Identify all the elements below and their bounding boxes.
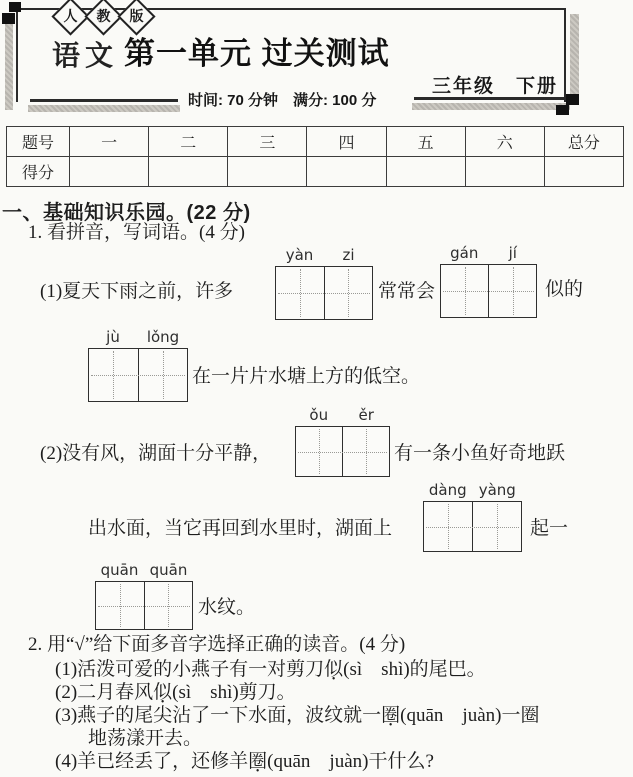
writing-box	[295, 426, 390, 477]
q2-item-text: (4)羊已经丢了，还修羊	[55, 751, 249, 772]
q1-line4-pre: 出水面，当它再回到水里时，湖面上	[88, 518, 393, 539]
score-cell	[228, 157, 307, 187]
q2-item-1	[55, 659, 486, 681]
q2-emph-char: 似	[153, 682, 173, 703]
writing-cell	[325, 267, 373, 319]
grade-label: 三年级 下册	[432, 76, 559, 97]
score-row-label: 得分	[7, 157, 70, 187]
q2-item-2	[55, 682, 296, 704]
exam-title: 第一单元 过关测试	[124, 36, 390, 71]
score-cell	[70, 157, 149, 187]
score-header-cell: 题号	[7, 127, 70, 157]
pinyin-syllable: jí	[508, 244, 517, 262]
score-header-cell: 一	[70, 127, 149, 157]
score-header-cell: 四	[307, 127, 386, 157]
pinyin-syllable: quān	[149, 561, 188, 579]
q2-item-text: (sì shì)的尾巴。	[343, 659, 486, 680]
q1-line1-post: 似的	[545, 279, 584, 300]
score-cell	[544, 157, 623, 187]
writing-cell	[139, 349, 188, 401]
score-table	[6, 126, 624, 187]
q2-emph-char: 圈	[248, 751, 268, 772]
subject-label: 语文	[52, 41, 119, 72]
q2-item-text: (sì shì)剪刀。	[172, 682, 296, 703]
writing-cell	[89, 349, 139, 401]
score-header-cell: 三	[228, 127, 307, 157]
pinyin-syllable: jù	[106, 328, 120, 346]
writing-cell	[276, 267, 325, 319]
corner-mark-icon	[9, 2, 21, 12]
writing-cell	[424, 502, 473, 551]
exam-meta: 时间: 70 分钟 满分: 100 分	[183, 89, 381, 110]
q1-line1-mid: 常常会	[378, 281, 436, 302]
writing-cell	[489, 265, 536, 317]
writing-cell	[145, 582, 193, 629]
pinyin-syllable: dàng	[428, 481, 467, 499]
section-one-heading: 一、基础知识乐园。(22 分)	[2, 202, 251, 224]
badge-char: 版	[129, 7, 144, 24]
pinyin-syllable: zi	[342, 246, 355, 264]
pinyin-syllable: ěr	[358, 406, 374, 424]
writing-cell	[473, 502, 521, 551]
q1-line3-pre: (2)没有风，湖面十分平静，	[40, 443, 272, 464]
q2-item-text: 地荡漾开去。	[88, 728, 203, 749]
q2-item-text: (1)活泼可爱的小燕子有一对剪刀	[55, 659, 325, 680]
q2-item-text: (2)二月春风	[55, 682, 154, 703]
pinyin-syllable: lǒng	[146, 328, 180, 346]
writing-cell	[343, 427, 389, 476]
badge-char: 教	[96, 7, 111, 24]
q1-line3-post: 有一条小鱼好奇地跃	[394, 443, 566, 464]
writing-box	[423, 501, 522, 552]
q1-line2: 在一片片水塘上方的低空。	[192, 366, 421, 387]
pinyin-syllable: ǒu	[309, 406, 329, 424]
q2-item-text: (quān juàn)一圈	[400, 705, 540, 726]
shadow-strip-bottom-left	[28, 105, 180, 112]
header-bottom-rule-left	[30, 99, 178, 102]
pinyin-syllable: yàng	[478, 481, 516, 499]
score-header-cell: 二	[149, 127, 228, 157]
q2-item-text: (quān juàn)干什么?	[267, 751, 434, 772]
score-cell	[149, 157, 228, 187]
q1-label: 1. 看拼音，写词语。(4 分)	[28, 222, 245, 243]
q2-item-4	[55, 751, 434, 773]
writing-box	[440, 264, 537, 318]
score-cell	[465, 157, 544, 187]
writing-cell	[296, 427, 343, 476]
corner-mark-icon	[566, 94, 579, 105]
score-header-cell: 五	[386, 127, 465, 157]
writing-cell	[96, 582, 145, 629]
corner-mark-icon	[2, 13, 15, 24]
q1-line4-post: 起一	[530, 518, 569, 539]
pinyin-syllable: yàn	[285, 246, 314, 264]
writing-box	[95, 581, 193, 630]
q2-emph-char: 圈	[381, 705, 401, 726]
score-cell	[307, 157, 386, 187]
q2-item-3-continuation	[88, 728, 202, 750]
shadow-strip-bottom-right	[412, 103, 570, 110]
pinyin-syllable: quān	[100, 561, 139, 579]
badge-char: 人	[63, 7, 78, 24]
score-table-score-row	[7, 157, 624, 187]
corner-mark-icon	[556, 105, 569, 115]
score-header-cell: 六	[465, 127, 544, 157]
writing-box	[88, 348, 188, 402]
q1-line5: 水纹。	[198, 597, 256, 618]
writing-box	[275, 266, 373, 320]
shadow-strip-left	[5, 24, 13, 110]
q2-label: 2. 用“√”给下面多音字选择正确的读音。(4 分)	[28, 634, 406, 655]
q2-item-text: (3)燕子的尾尖沾了一下水面，波纹就一	[55, 705, 382, 726]
score-header-cell: 总分	[544, 127, 623, 157]
score-cell	[386, 157, 465, 187]
writing-cell	[441, 265, 489, 317]
pinyin-syllable: gán	[450, 244, 479, 262]
score-table-header-row	[7, 127, 624, 157]
q2-emph-char: 似	[324, 659, 344, 680]
q2-item-3	[55, 705, 539, 727]
shadow-strip-right	[570, 14, 579, 96]
q1-line1-pre: (1)夏天下雨之前，许多	[40, 281, 234, 302]
